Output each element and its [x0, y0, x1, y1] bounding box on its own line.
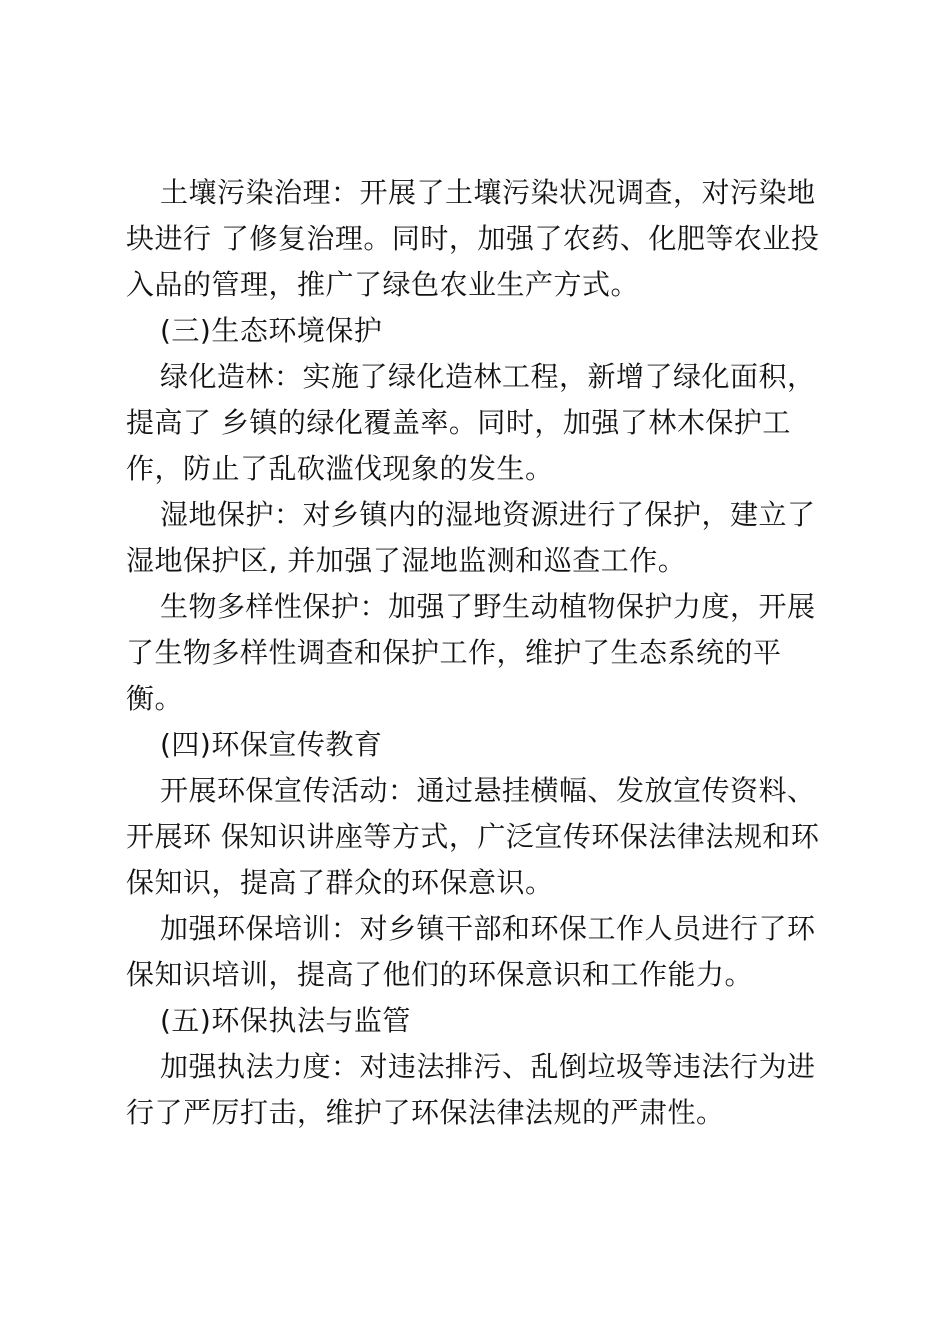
paragraph-biodiversity: 生物多样性保护：加强了野生动植物保护力度，开展了生物多样性调查和保护工作，维护了生态系统的平衡。 — [126, 590, 816, 715]
paragraph-wetland-protection: 湿地保护：对乡镇内的湿地资源进行了保护，建立了湿地保护区, 并加强了湿地监测和巡查工作。 — [126, 498, 816, 577]
paragraph-afforestation: 绿化造林：实施了绿化造林工程，新增了绿化面积，提高了 乡镇的绿化覆盖率。同时，加强了林木保护工作，防止了乱砍滥伐现象的发生。 — [126, 360, 816, 485]
document-body — [126, 170, 836, 1136]
section-heading-law-enforcement: (五)环保执法与监管 — [160, 1004, 411, 1037]
paragraph-soil-pollution: 土壤污染治理：开展了土壤污染状况调查，对污染地块进行 了修复治理。同时，加强了农药、化肥等农业投入品的管理，推广了绿色农业生产方式。 — [126, 176, 820, 301]
paragraph-environmental-training: 加强环保培训：对乡镇干部和环保工作人员进行了环保知识培训，提高了他们的环保意识和工作能力。 — [126, 912, 816, 991]
paragraph-publicity-activities: 开展环保宣传活动：通过悬挂横幅、发放宣传资料、开展环 保知识讲座等方式，广泛宣传环保法律法规和环保知识，提高了群众的环保意识。 — [126, 774, 820, 899]
paragraph-enforcement-strength: 加强执法力度：对违法排污、乱倒垃圾等违法行为进行了严厉打击，维护了环保法律法规的严肃性。 — [126, 1050, 816, 1129]
section-heading-environmental-education: (四)环保宣传教育 — [160, 728, 383, 761]
section-heading-ecological-protection: (三)生态环境保护 — [160, 314, 383, 347]
